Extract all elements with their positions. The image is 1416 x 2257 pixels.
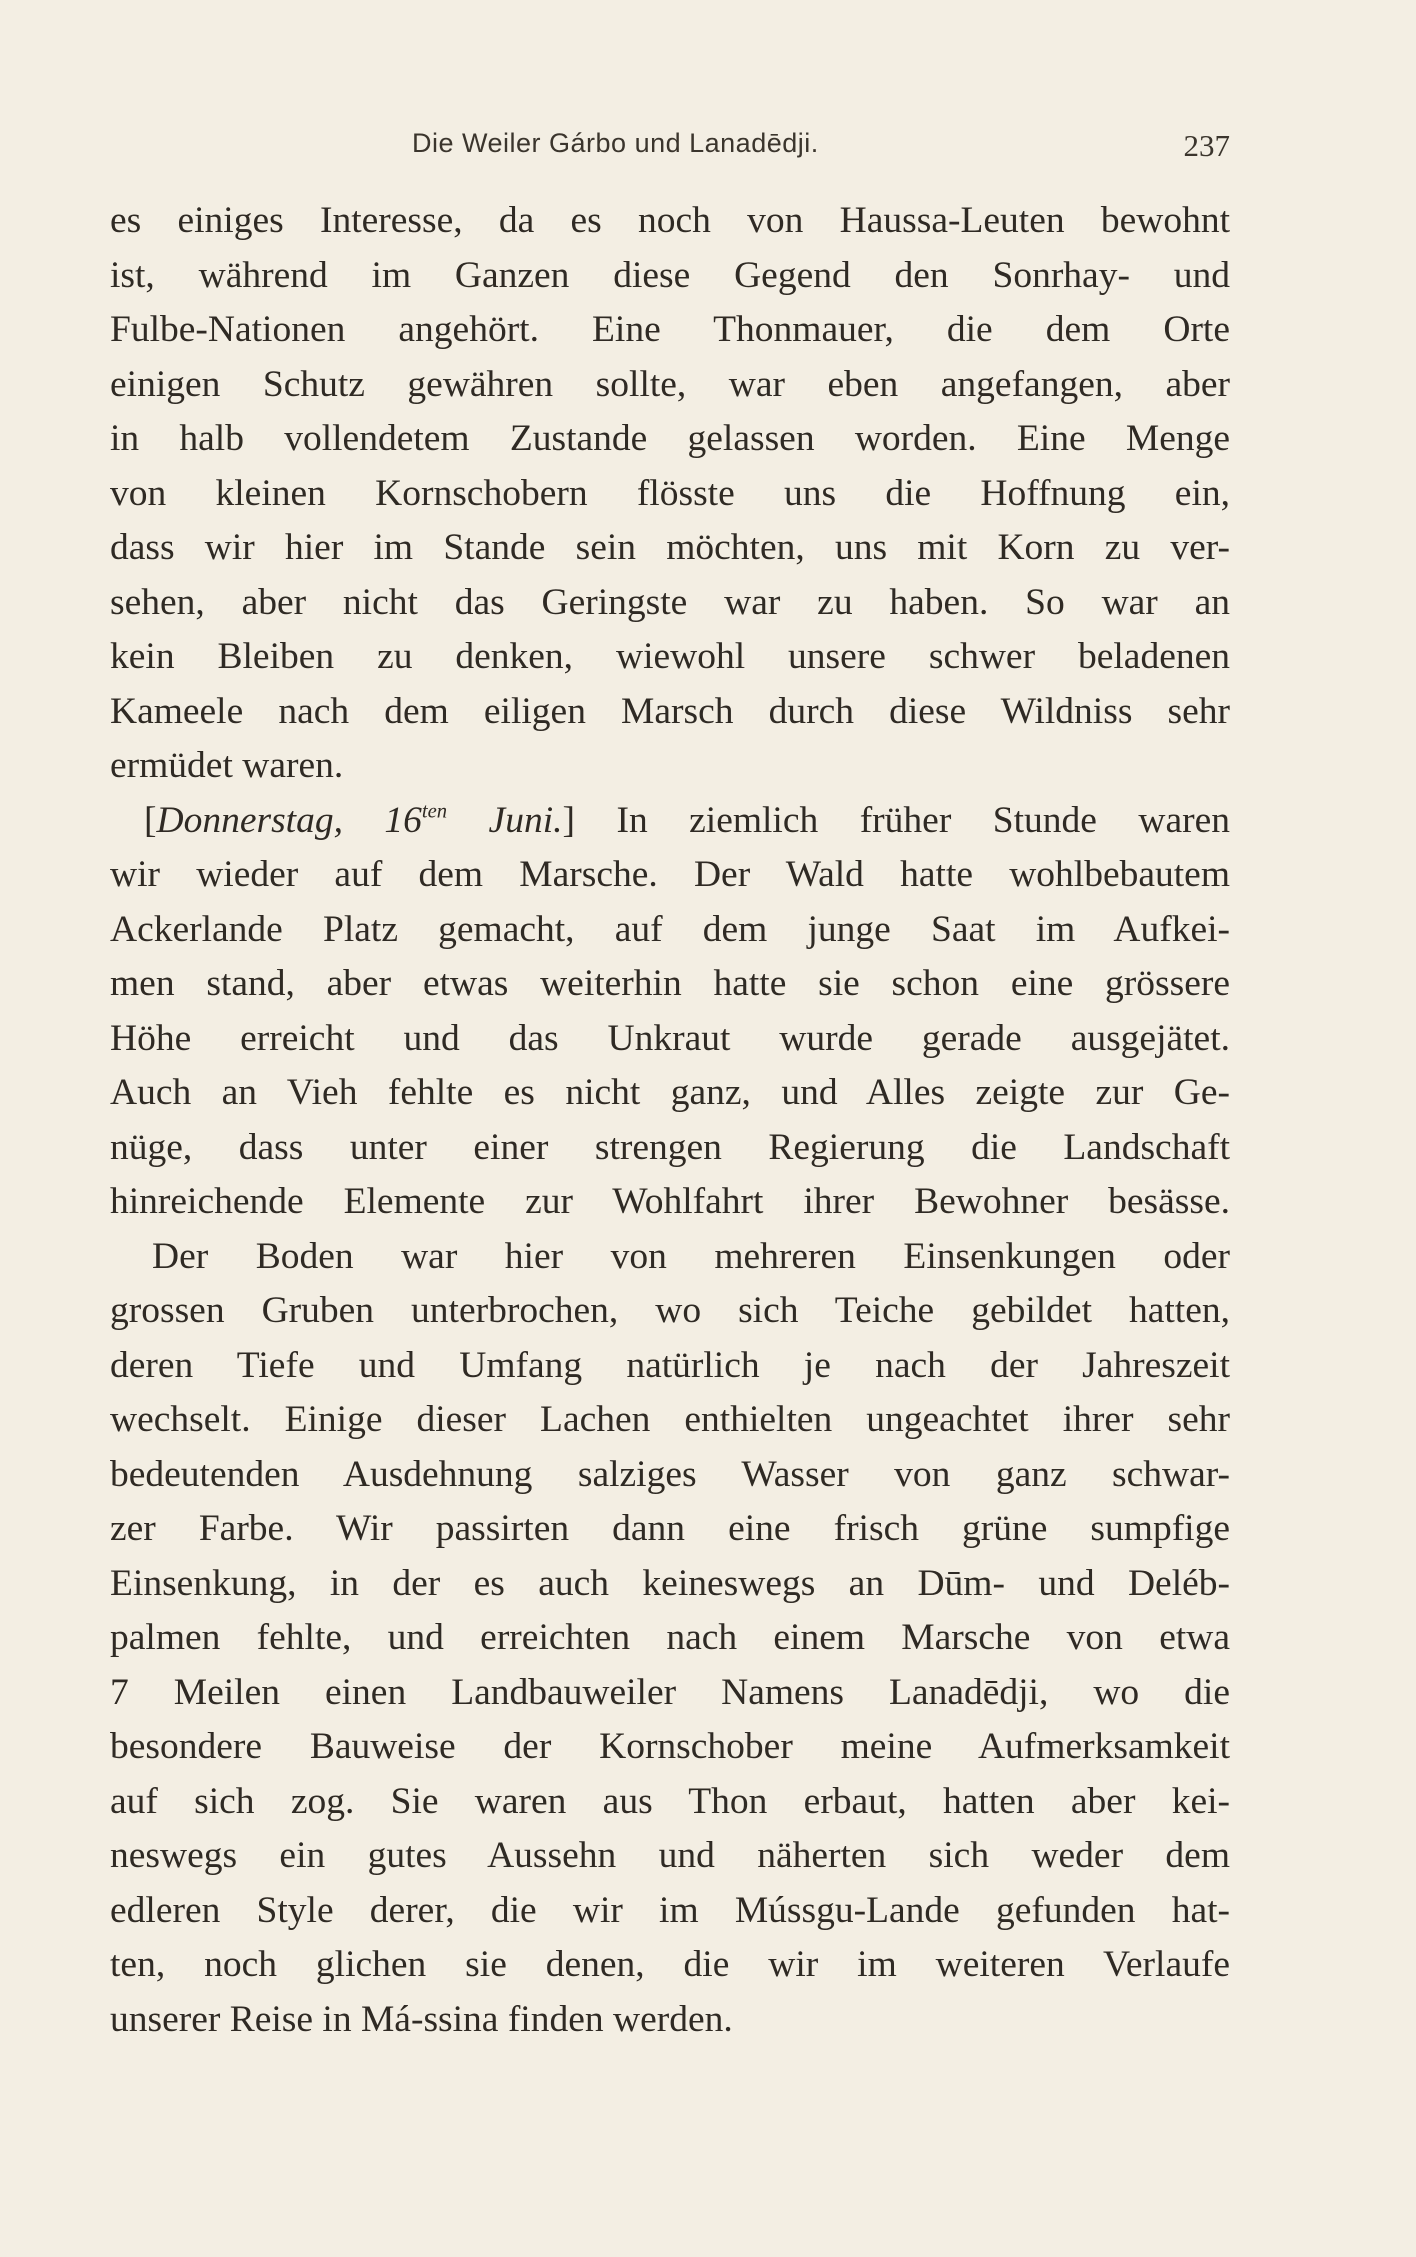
text-line: men stand, aber etwas weiterhin hatte sie schon eine grössere xyxy=(110,963,1230,1004)
text-line: neswegs ein gutes Aussehn und näherten sich weder dem xyxy=(110,1835,1230,1876)
text-line: 7 Meilen einen Landbauweiler Namens Lanadēdji, wo die xyxy=(110,1671,1230,1713)
text-line: Der Boden war hier von mehreren Einsenkungen oder xyxy=(152,1235,1230,1277)
date-ordinal: ten xyxy=(421,800,448,823)
page-number: 237 xyxy=(1183,128,1230,163)
text-line: Fulbe-Nationen angehört. Eine Thonmauer, die dem Orte xyxy=(110,309,1230,350)
text-line: wechselt. Einige dieser Lachen enthielten ungeachtet ihrer sehr xyxy=(110,1399,1230,1440)
date-month: Juni. xyxy=(447,799,563,841)
text-line: von kleinen Kornschobern flösste uns die Hoffnung ein, xyxy=(110,472,1230,514)
text-line: deren Tiefe und Umfang natürlich je nach der Jahreszeit xyxy=(110,1344,1230,1386)
text-line: Kameele nach dem eiligen Marsch durch diese Wildniss sehr xyxy=(110,690,1230,732)
text-line: bedeutenden Ausdehnung salziges Wasser von ganz schwar- xyxy=(110,1453,1230,1495)
text-line: ten, noch glichen sie denen, die wir im weiteren Verlaufe xyxy=(110,1944,1230,1985)
text-line: edleren Style derer, die wir im Mússgu-Lande gefunden hat- xyxy=(110,1889,1230,1931)
text-line: einigen Schutz gewähren sollte, war eben angefangen, aber xyxy=(110,363,1230,405)
date-day: Donnerstag, 16 xyxy=(156,799,422,841)
text-line: in halb vollendetem Zustande gelassen worden. Eine Menge xyxy=(110,418,1230,459)
date-line-rest: In ziemlich früher Stunde waren xyxy=(575,799,1230,841)
date-line xyxy=(110,794,1230,849)
text-line: grossen Gruben unterbrochen, wo sich Teiche gebildet hatten, xyxy=(110,1290,1230,1331)
date-bracket-open: [ xyxy=(144,799,157,841)
body-text xyxy=(110,194,1230,2047)
text-line: Ackerlande Platz gemacht, auf dem junge Saat im Aufkei- xyxy=(110,908,1230,950)
text-line: unserer Reise in Má-ssina finden werden. xyxy=(110,1998,733,2040)
text-line: zer Farbe. Wir passirten dann eine frisch grüne sumpfige xyxy=(110,1508,1230,1549)
running-title: Die Weiler Gárbo und Lanadēdji. xyxy=(412,128,819,158)
text-line: hinreichende Elemente zur Wohlfahrt ihrer Bewohner besässe. xyxy=(110,1181,1230,1222)
text-line: auf sich zog. Sie waren aus Thon erbaut, hatten aber kei- xyxy=(110,1780,1230,1822)
text-line: Einsenkung, in der es auch keineswegs an Dūm- und Deléb- xyxy=(110,1562,1230,1604)
text-line: es einiges Interesse, da es noch von Haussa-Leuten bewohnt xyxy=(110,200,1230,241)
running-head xyxy=(110,128,1230,172)
text-line: nüge, dass unter einer strengen Regierung die Landschaft xyxy=(110,1126,1230,1168)
text-line: dass wir hier im Stande sein möchten, uns mit Korn zu ver- xyxy=(110,527,1230,568)
text-line: palmen fehlte, und erreichten nach einem Marsche von etwa xyxy=(110,1617,1230,1658)
text-line: wir wieder auf dem Marsche. Der Wald hatte wohlbebautem xyxy=(110,854,1230,895)
text-line: Höhe erreicht und das Unkraut wurde gerade ausgejätet. xyxy=(110,1017,1230,1059)
text-line: sehen, aber nicht das Geringste war zu haben. So war an xyxy=(110,581,1230,623)
date-bracket-close: ] xyxy=(562,799,575,841)
text-line: kein Bleiben zu denken, wiewohl unsere schwer beladenen xyxy=(110,636,1230,677)
text-line: ist, während im Ganzen diese Gegend den Sonrhay- und xyxy=(110,254,1230,296)
text-line: Auch an Vieh fehlte es nicht ganz, und Alles zeigte zur Ge- xyxy=(110,1072,1230,1113)
text-line: ermüdet waren. xyxy=(110,745,344,786)
text-line: besondere Bauweise der Kornschober meine Aufmerksamkeit xyxy=(110,1726,1230,1767)
